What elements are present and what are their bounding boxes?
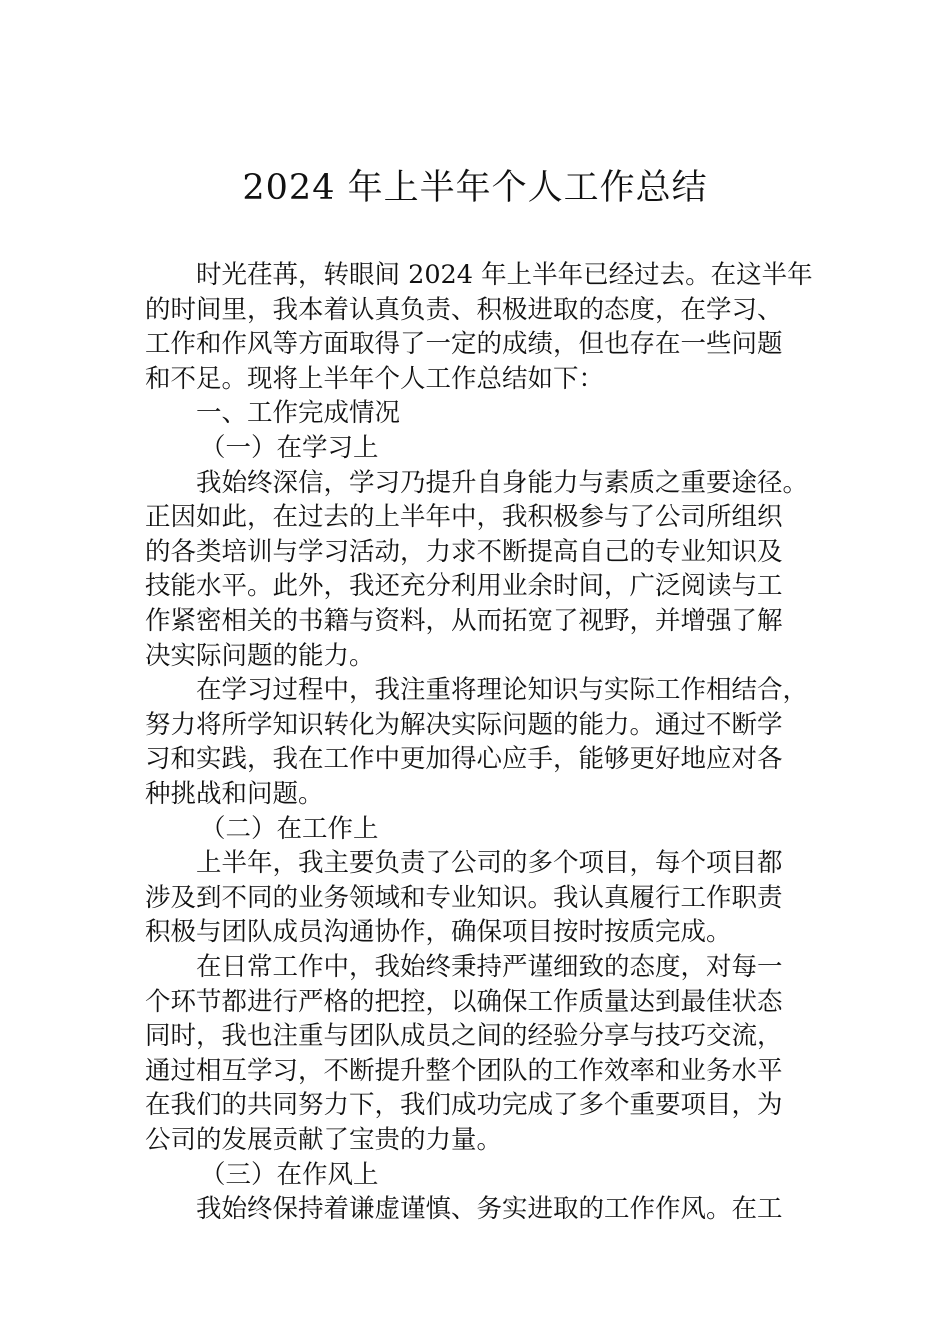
section-heading: （三）在作风上	[200, 1159, 379, 1190]
paragraph-line: 我始终保持着谦虚谨慎、务实进取的工作作风。在工	[196, 1194, 783, 1225]
paragraph-line: 习和实践，我在工作中更加得心应手，能够更好地应对各	[145, 744, 783, 775]
paragraph-line: 时光荏苒，转眼间 2024 年上半年已经过去。在这半年	[196, 260, 813, 290]
paragraph-line: 公司的发展贡献了宝贵的力量。	[145, 1125, 503, 1155]
paragraph-line: 决实际问题的能力。	[145, 640, 375, 671]
paragraph-line: 在日常工作中，我始终秉持严谨细致的态度，对每一	[196, 952, 783, 982]
paragraph-line: 的时间里，我本着认真负责、积极进取的态度，在学习、	[145, 294, 783, 325]
paragraph-line: 在学习过程中，我注重将理论知识与实际工作相结合，	[196, 675, 809, 706]
paragraph-line: 正因如此，在过去的上半年中，我积极参与了公司所组织	[145, 502, 783, 533]
paragraph-line: 涉及到不同的业务领域和专业知识。我认真履行工作职责	[145, 882, 783, 913]
paragraph-line: 种挑战和问题。	[145, 779, 324, 809]
paragraph-line: 作紧密相关的书籍与资料，从而拓宽了视野，并增强了解	[145, 606, 783, 636]
section-heading: 一、工作完成情况	[196, 398, 401, 429]
paragraph-line: 上半年，我主要负责了公司的多个项目，每个项目都	[196, 848, 783, 879]
page-title: 2024 年上半年个人工作总结	[242, 168, 708, 208]
paragraph-line: 努力将所学知识转化为解决实际问题的能力。通过不断学	[145, 709, 783, 740]
paragraph-line: 我始终深信，学习乃提升自身能力与素质之重要途径。	[196, 467, 809, 498]
paragraph-line: 积极与团队成员沟通协作，确保项目按时按质完成。	[145, 917, 732, 948]
paragraph-line: 和不足。现将上半年个人工作总结如下：	[145, 363, 605, 394]
section-heading: （一）在学习上	[200, 433, 379, 463]
paragraph-line: 个环节都进行严格的把控，以确保工作质量达到最佳状态	[145, 986, 783, 1017]
paragraph-line: 同时，我也注重与团队成员之间的经验分享与技巧交流，	[145, 1021, 783, 1052]
paragraph-line: 工作和作风等方面取得了一定的成绩，但也存在一些问题	[145, 329, 783, 360]
paragraph-line: 的各类培训与学习活动，力求不断提高自己的专业知识及	[145, 536, 783, 567]
paragraph-line: 通过相互学习，不断提升整个团队的工作效率和业务水平	[145, 1055, 783, 1086]
paragraph-line: 技能水平。此外，我还充分利用业余时间，广泛阅读与工	[145, 571, 783, 602]
section-heading: （二）在工作上	[200, 813, 379, 844]
paragraph-line: 在我们的共同努力下，我们成功完成了多个重要项目，为	[145, 1090, 783, 1121]
